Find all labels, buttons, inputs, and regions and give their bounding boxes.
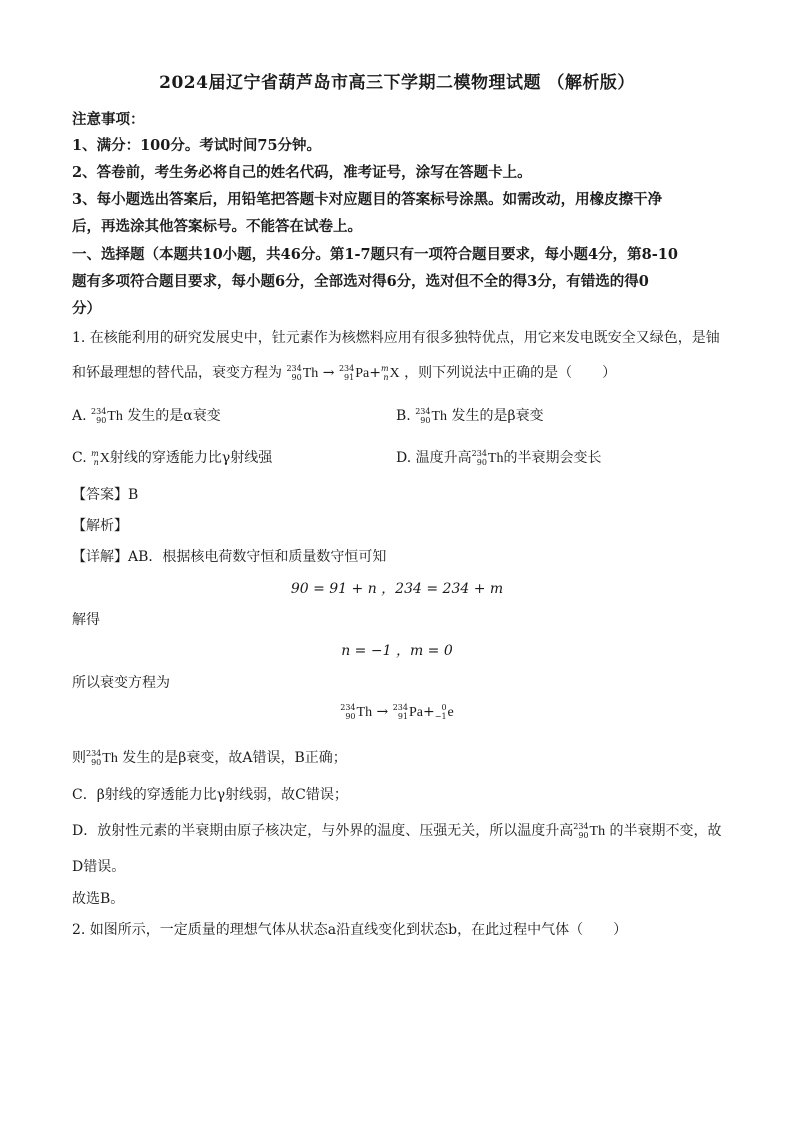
- option-b-label: B.: [396, 408, 411, 424]
- th-symbol: Th: [589, 824, 606, 839]
- section-heading-line-2: 题有多项符合题目要求，每小题6分，全部选对得6分，选对但不全的得3分，有错选的得0: [72, 273, 649, 290]
- decay-equation: [286, 364, 399, 382]
- th-mass-number: 234: [91, 407, 107, 416]
- option-c-text: 射线的穿透能力比γ射线强: [109, 450, 273, 466]
- notes-heading: 注意事项：: [72, 111, 145, 128]
- plus-sign: +: [369, 365, 381, 381]
- option-a: [72, 405, 221, 425]
- question-2-text: 2. 如图所示，一定质量的理想气体从状态a沿直线变化到状态b，在此过程中气体（: [72, 922, 584, 938]
- question-1-stem-line-2: [72, 362, 616, 382]
- question-2-bracket: ）: [613, 922, 628, 938]
- option-a-label: A.: [72, 408, 87, 424]
- option-b: [396, 405, 544, 425]
- th-mass-number: 234: [340, 703, 356, 712]
- decay-equation-full: [0, 703, 794, 721]
- d-explanation-post: 的半衰期不变，故: [609, 823, 722, 839]
- conclusion-text: 发生的是β衰变，故A错误，B正确；: [122, 750, 347, 766]
- x-symbol: X: [389, 366, 400, 381]
- conclusion-pre: 则: [72, 750, 86, 766]
- th-symbol: Th: [102, 751, 118, 766]
- plus-sign: +: [423, 704, 435, 720]
- th-symbol: Th: [431, 409, 448, 424]
- th-mass-number: 234: [415, 407, 431, 416]
- pa-symbol: Pa: [355, 366, 370, 381]
- option-c-label: C.: [72, 450, 87, 466]
- analysis-heading: 【解析】: [72, 518, 128, 534]
- th-atomic-number: 90: [578, 831, 589, 840]
- th-atomic-number: 90: [91, 758, 102, 767]
- question-2-stem: [72, 919, 627, 939]
- x-atomic-number: n: [93, 458, 99, 467]
- pa-mass-number: 234: [338, 364, 355, 373]
- th-atomic-number: 90: [420, 416, 431, 425]
- option-d-explanation-line-2: D错误。: [72, 859, 126, 875]
- section-heading-line-3: 分）: [72, 300, 101, 317]
- solve-label: 解得: [72, 612, 100, 628]
- question-1-stem-line-1: 1. 在核能利用的研究发展史中，钍元素作为核燃料应用有很多独特优点，用它来发电既安全又绿色，是铀: [72, 330, 720, 346]
- x-atomic-number: n: [383, 373, 389, 382]
- equation-conservation: 90 = 91 + n ，234 = 234 + m: [290, 581, 504, 597]
- x-symbol: X: [99, 451, 110, 466]
- th-atomic-number: 90: [345, 712, 356, 721]
- stem-text: 和钚最理想的替代品，衰变方程为: [72, 365, 282, 381]
- option-d-text: 的半衰期会变长: [503, 450, 602, 466]
- note-item-1: 1、满分：100分。考试时间75分钟。: [72, 137, 322, 154]
- pa-atomic-number: 91: [397, 712, 408, 721]
- th-mass-number: 234: [286, 364, 302, 373]
- th-symbol: Th: [107, 409, 123, 424]
- stem-text-after: ，则下列说法中正确的是（: [404, 365, 573, 381]
- pa-atomic-number: 91: [344, 373, 355, 382]
- th-atomic-number: 90: [291, 373, 302, 382]
- stem-bracket: ）: [602, 365, 617, 381]
- pa-mass-number: 234: [392, 703, 408, 712]
- arrow-icon: →: [376, 704, 389, 720]
- answer-line: 【答案】B: [72, 487, 139, 503]
- page-title: 2024届辽宁省葫芦岛市高三下学期二模物理试题 （解析版）: [159, 73, 635, 93]
- option-c-explanation: C．β射线的穿透能力比γ射线弱，故C错误；: [72, 787, 348, 803]
- choose-line: 故选B。: [72, 891, 125, 907]
- x-mass-number: m: [380, 364, 389, 373]
- th-mass-number: 234: [471, 449, 487, 458]
- e-atomic-number: −1: [434, 712, 447, 721]
- x-mass-number: m: [91, 449, 99, 458]
- note-item-2: 2、答卷前，考生务必将自己的姓名代码，准考证号，涂写在答题卡上。: [72, 164, 532, 181]
- option-c: [72, 447, 272, 467]
- th-symbol: Th: [302, 366, 319, 381]
- th-mass-number: 234: [573, 822, 589, 831]
- conclusion-line: [72, 747, 347, 767]
- e-mass-number: 0: [441, 703, 447, 712]
- option-a-text: 发生的是α衰变: [127, 408, 221, 424]
- section-heading-line-1: 一、选择题（本题共10小题，共46分。第1-7题只有一项符合题目要求，每小题4分，第8-10: [72, 246, 678, 263]
- th-symbol: Th: [356, 705, 373, 720]
- d-explanation-pre: D．放射性元素的半衰期由原子核决定，与外界的温度、压强无关，所以温度升高: [72, 823, 574, 839]
- arrow-icon: →: [322, 365, 335, 381]
- option-b-text: 发生的是β衰变: [451, 408, 544, 424]
- th-atomic-number: 90: [96, 416, 107, 425]
- th-symbol: Th: [487, 451, 504, 466]
- detail-line: 【详解】AB．根据核电荷数守恒和质量数守恒可知: [72, 549, 387, 565]
- option-d-label: D. 温度升高: [396, 450, 472, 466]
- option-d: [396, 447, 601, 467]
- electron-symbol: e: [447, 705, 454, 720]
- th-atomic-number: 90: [476, 458, 487, 467]
- option-d-explanation-line-1: [72, 820, 722, 840]
- equation-solution: n = −1 ，m = 0: [341, 643, 453, 659]
- note-item-3a: 3、每小题选出答案后，用铅笔把答题卡对应题目的答案标号涂黑。如需改动，用橡皮擦干净: [72, 191, 663, 208]
- note-item-3b: 后，再选涂其他答案标号。不能答在试卷上。: [72, 218, 362, 235]
- th-mass-number: 234: [86, 749, 102, 758]
- pa-symbol: Pa: [409, 705, 423, 720]
- so-label: 所以衰变方程为: [72, 675, 170, 691]
